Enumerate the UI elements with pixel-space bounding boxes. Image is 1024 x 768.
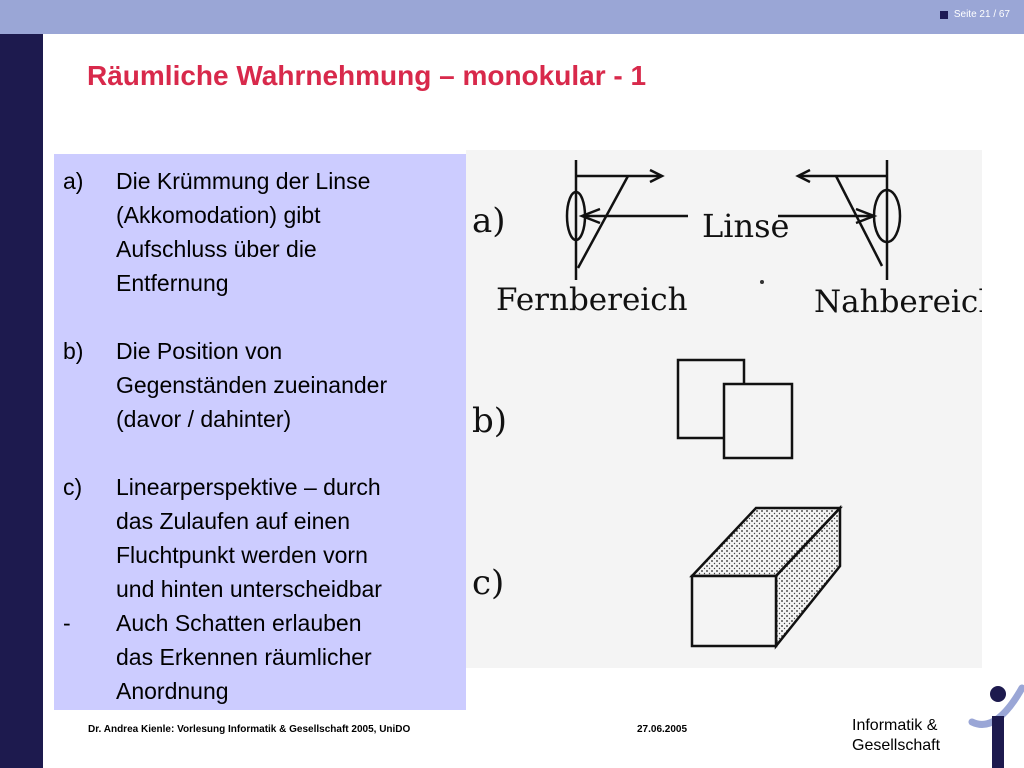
near-lens-diagram bbox=[778, 160, 900, 280]
list-line: Aufschluss über die bbox=[116, 236, 317, 262]
square-bullet-icon bbox=[940, 11, 948, 19]
bullet-text-box bbox=[54, 154, 466, 710]
list-line: Die Krümmung der Linse bbox=[116, 168, 371, 194]
footer-author: Dr. Andrea Kienle: Vorlesung Informatik & Gesellschaft 2005, UniDO bbox=[88, 724, 411, 735]
linse-label: Linse bbox=[702, 207, 790, 245]
list-line: Anordnung bbox=[116, 678, 229, 704]
list-line: Fluchtpunkt werden vorn bbox=[116, 542, 368, 568]
left-sidebar bbox=[0, 34, 43, 768]
list-line: Die Position von bbox=[116, 338, 283, 364]
figure-label-c: c) bbox=[472, 563, 505, 603]
list-line: und hinten unterscheidbar bbox=[116, 576, 382, 602]
nahbereich-label: Nahbereich bbox=[814, 284, 982, 320]
beam-front-face bbox=[692, 576, 776, 646]
list-line: (davor / dahinter) bbox=[116, 406, 292, 432]
list-marker: b) bbox=[63, 338, 84, 364]
list-line: (Akkomodation) gibt bbox=[116, 202, 321, 228]
list-marker: - bbox=[63, 610, 71, 636]
list-line: das Erkennen räumlicher bbox=[116, 644, 372, 670]
brand-line: Gesellschaft bbox=[852, 737, 941, 754]
list-line: Entfernung bbox=[116, 270, 229, 296]
figure-label-a: a) bbox=[472, 201, 506, 241]
figure-label-b: b) bbox=[472, 401, 508, 441]
footer-brand bbox=[852, 716, 940, 756]
perspective-beam bbox=[692, 508, 840, 646]
far-lens-diagram bbox=[567, 160, 688, 280]
page-number: Seite 21 / 67 bbox=[953, 9, 1010, 20]
fernbereich-label: Fernbereich bbox=[496, 282, 688, 318]
list-item-c bbox=[63, 470, 460, 606]
ig-logo-icon bbox=[968, 682, 1024, 768]
slide-title: Räumliche Wahrnehmung – monokular - 1 bbox=[87, 60, 647, 91]
brand-line: Informatik & bbox=[852, 717, 938, 734]
list-marker: c) bbox=[63, 474, 83, 500]
list-item-b bbox=[63, 334, 460, 436]
list-line: Linearperspektive – durch bbox=[116, 474, 381, 500]
list-line: Auch Schatten erlauben bbox=[116, 610, 362, 636]
list-marker: a) bbox=[63, 168, 84, 194]
list-item-shadow bbox=[63, 606, 460, 708]
list-line: das Zulaufen auf einen bbox=[116, 508, 351, 534]
page-indicator bbox=[940, 9, 1010, 20]
overlap-squares bbox=[678, 360, 792, 458]
perception-diagram bbox=[466, 150, 982, 668]
top-bar bbox=[0, 0, 1024, 34]
list-line: Gegenständen zueinander bbox=[116, 372, 388, 398]
footer-date: 27.06.2005 bbox=[637, 724, 688, 735]
front-square bbox=[724, 384, 792, 458]
perception-figure bbox=[466, 150, 982, 668]
list-item-a bbox=[63, 164, 460, 300]
